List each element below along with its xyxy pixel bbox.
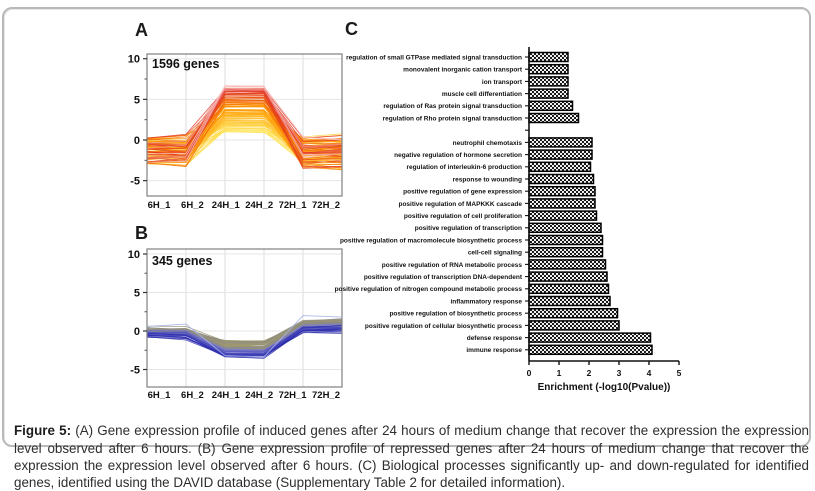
svg-text:positive regulation of MAPKKK: positive regulation of MAPKKK cascade [398, 200, 522, 208]
panel-a-letter: A [135, 20, 148, 40]
svg-text:2: 2 [586, 368, 592, 378]
svg-text:regulation of interleukin-6 pr: regulation of interleukin-6 production [406, 164, 522, 172]
svg-text:24H_1: 24H_1 [211, 390, 240, 401]
svg-text:3: 3 [616, 368, 622, 378]
panel-a-gene-count: 1596 genes [152, 57, 220, 71]
svg-text:inflammatory response: inflammatory response [450, 298, 522, 306]
svg-text:0: 0 [526, 368, 532, 378]
svg-text:muscle cell differentiation: muscle cell differentiation [441, 91, 522, 98]
svg-text:5: 5 [676, 368, 682, 378]
svg-text:5: 5 [133, 94, 140, 107]
svg-text:6H_2: 6H_2 [181, 390, 204, 401]
svg-text:24H_2: 24H_2 [245, 200, 274, 211]
svg-text:ion transport: ion transport [481, 78, 522, 86]
svg-text:4: 4 [646, 368, 652, 378]
panel-c-letter: C [345, 19, 358, 39]
svg-text:positive regulation of transcr: positive regulation of transcription [414, 225, 522, 233]
svg-text:defense response: defense response [466, 335, 522, 342]
svg-text:regulation of Rho protein sign: regulation of Rho protein signal transduction [382, 115, 522, 123]
svg-text:0: 0 [133, 135, 140, 147]
svg-text:0: 0 [133, 326, 140, 338]
svg-text:Enrichment (-log10(Pvalue)): Enrichment (-log10(Pvalue)) [537, 382, 671, 393]
svg-text:positive regulation of macromo: positive regulation of macromolecule biosynthetic process [339, 237, 522, 245]
panel-a-chart [104, 45, 354, 217]
svg-text:6H_1: 6H_1 [147, 200, 171, 211]
svg-text:neutrophil chemotaxis: neutrophil chemotaxis [452, 139, 522, 147]
svg-text:positive regulation of cellula: positive regulation of cellular biosynthetic process [364, 322, 522, 330]
svg-text:24H_1: 24H_1 [211, 200, 240, 211]
svg-text:positive regulation of cell pr: positive regulation of cell proliferation [403, 213, 522, 220]
svg-text:cell-cell signaling: cell-cell signaling [467, 249, 522, 257]
svg-text:positive regulation of RNA met: positive regulation of RNA metabolic process [381, 261, 522, 269]
svg-text:positive regulation of transcr: positive regulation of transcription DNA-dependent [363, 274, 522, 281]
svg-text:negative regulation of hormone: negative regulation of hormone secretion [394, 152, 522, 159]
svg-text:1: 1 [556, 368, 562, 378]
svg-text:-5: -5 [130, 175, 140, 188]
svg-text:10: 10 [127, 53, 140, 66]
svg-text:72H_1: 72H_1 [278, 200, 307, 211]
svg-text:immune response: immune response [466, 347, 522, 355]
panel-b-gene-count: 345 genes [152, 254, 213, 268]
svg-text:regulation of Ras protein sign: regulation of Ras protein signal transduction [383, 103, 522, 111]
svg-text:24H_2: 24H_2 [245, 390, 274, 401]
svg-text:72H_1: 72H_1 [278, 390, 307, 401]
svg-text:-5: -5 [130, 364, 140, 377]
svg-text:positive regulation of gene ex: positive regulation of gene expression [403, 188, 522, 196]
svg-text:positive regulation of biosynt: positive regulation of biosynthetic process [389, 310, 522, 318]
svg-text:6H_2: 6H_2 [181, 200, 204, 211]
panel-b-chart [104, 221, 354, 407]
svg-text:6H_1: 6H_1 [147, 390, 171, 401]
svg-text:10: 10 [127, 249, 140, 261]
panel-c-chart [334, 37, 704, 399]
caption-figure-label: Figure 5: [14, 423, 72, 439]
svg-text:regulation of small GTPase med: regulation of small GTPase mediated signal transduction [346, 54, 522, 62]
figure-box [2, 7, 811, 490]
svg-text:72H_2: 72H_2 [312, 200, 340, 211]
panel-b-letter: B [135, 223, 148, 243]
caption-text: (A) Gene expression profile of induced genes after 24 hours of medium change that recover the expression the expression level observed after 6 hours. (B) Gene expression profile of repressed genes after 24 hours of medium change that recover the expression the expression level observed after 6 hours. (C) Biological processes significantly up- and down-regulated for identified genes, identified using the DAVID database (Supplementary Table 2 for detailed information). [14, 423, 809, 490]
svg-text:monovalent inorganic cation tr: monovalent inorganic cation transport [403, 66, 522, 74]
svg-text:5: 5 [133, 287, 140, 300]
svg-text:positive regulation of nitroge: positive regulation of nitrogen compound metabolic process [334, 286, 522, 294]
svg-text:72H_2: 72H_2 [312, 390, 340, 401]
svg-text:response to wounding: response to wounding [452, 176, 522, 184]
